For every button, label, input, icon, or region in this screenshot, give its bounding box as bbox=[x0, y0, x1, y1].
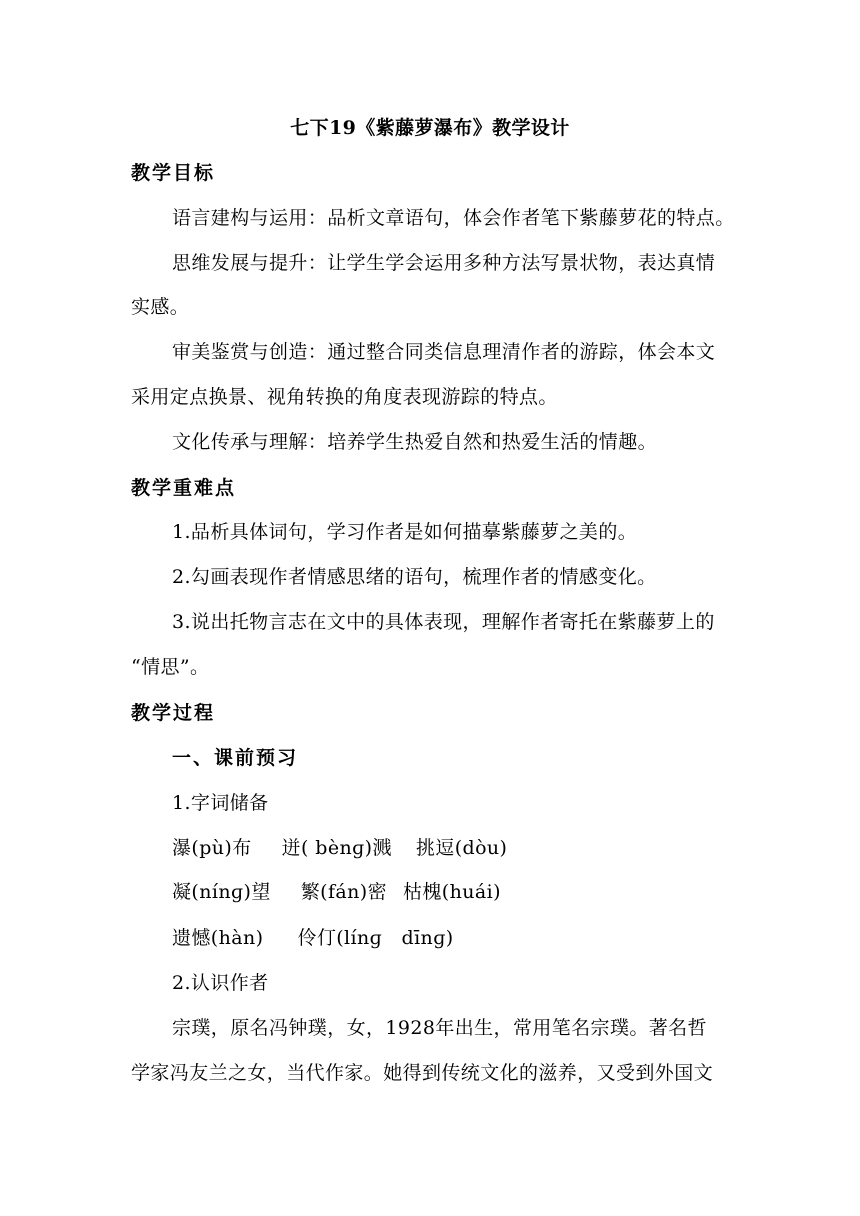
goal-paragraph-2-cont: 实感。 bbox=[131, 296, 190, 318]
author-paragraph-1-cont: 学家冯友兰之女，当代作家。她得到传统文化的滋养，又受到外国文 bbox=[131, 1062, 714, 1084]
key-point-1: 1.品析具体词句，学习作者是如何描摹紫藤萝之美的。 bbox=[172, 521, 638, 543]
vocab-item: 遗憾(hàn) bbox=[172, 927, 264, 949]
vocab-item: 瀑(pù)布 bbox=[172, 837, 252, 859]
vocab-row-3 bbox=[172, 926, 454, 950]
key-point-3: 3.说出托物言志在文中的具体表现，理解作者寄托在紫藤萝上的 bbox=[172, 611, 715, 633]
section-heading-process: 教学过程 bbox=[131, 702, 216, 724]
goal-paragraph-3: 审美鉴赏与创造：通过整合同类信息理清作者的游踪，体会本文 bbox=[172, 341, 716, 363]
subheading-preview: 一、课前预习 bbox=[172, 747, 299, 769]
goal-paragraph-4: 文化传承与理解：培养学生热爱自然和热爱生活的情趣。 bbox=[172, 431, 658, 453]
vocab-item: 挑逗(dòu) bbox=[415, 837, 508, 859]
vocab-label: 1.字词储备 bbox=[172, 792, 269, 814]
document-title: 七下19《紫藤萝瀑布》教学设计 bbox=[290, 117, 570, 139]
author-label: 2.认识作者 bbox=[172, 972, 269, 994]
goal-paragraph-3-cont: 采用定点换景、视角转换的角度表现游踪的特点。 bbox=[131, 386, 558, 408]
key-point-2: 2.勾画表现作者情感思绪的语句，梳理作者的情感变化。 bbox=[172, 566, 657, 588]
vocab-row-2 bbox=[172, 880, 501, 904]
goal-paragraph-2: 思维发展与提升：让学生学会运用多种方法写景状物，表达真情 bbox=[172, 252, 716, 274]
vocab-item: 繁(fán)密 bbox=[300, 881, 387, 903]
vocab-row-1 bbox=[172, 836, 507, 860]
goal-paragraph-1: 语言建构与运用：品析文章语句，体会作者笔下紫藤萝花的特点。 bbox=[172, 207, 735, 229]
author-paragraph-1: 宗璞，原名冯钟璞，女，1928年出生，常用笔名宗璞。著名哲 bbox=[172, 1017, 707, 1039]
section-heading-key-points: 教学重难点 bbox=[131, 477, 237, 499]
vocab-item: 凝(nínɡ)望 bbox=[172, 881, 271, 903]
vocab-item: 伶仃(línɡ dīnɡ) bbox=[297, 927, 454, 949]
key-point-3-cont: “情思”。 bbox=[131, 656, 210, 678]
vocab-item: 迸( bènɡ)溅 bbox=[281, 837, 392, 859]
vocab-item: 枯槐(huái) bbox=[402, 881, 501, 903]
section-heading-goals: 教学目标 bbox=[131, 162, 216, 184]
